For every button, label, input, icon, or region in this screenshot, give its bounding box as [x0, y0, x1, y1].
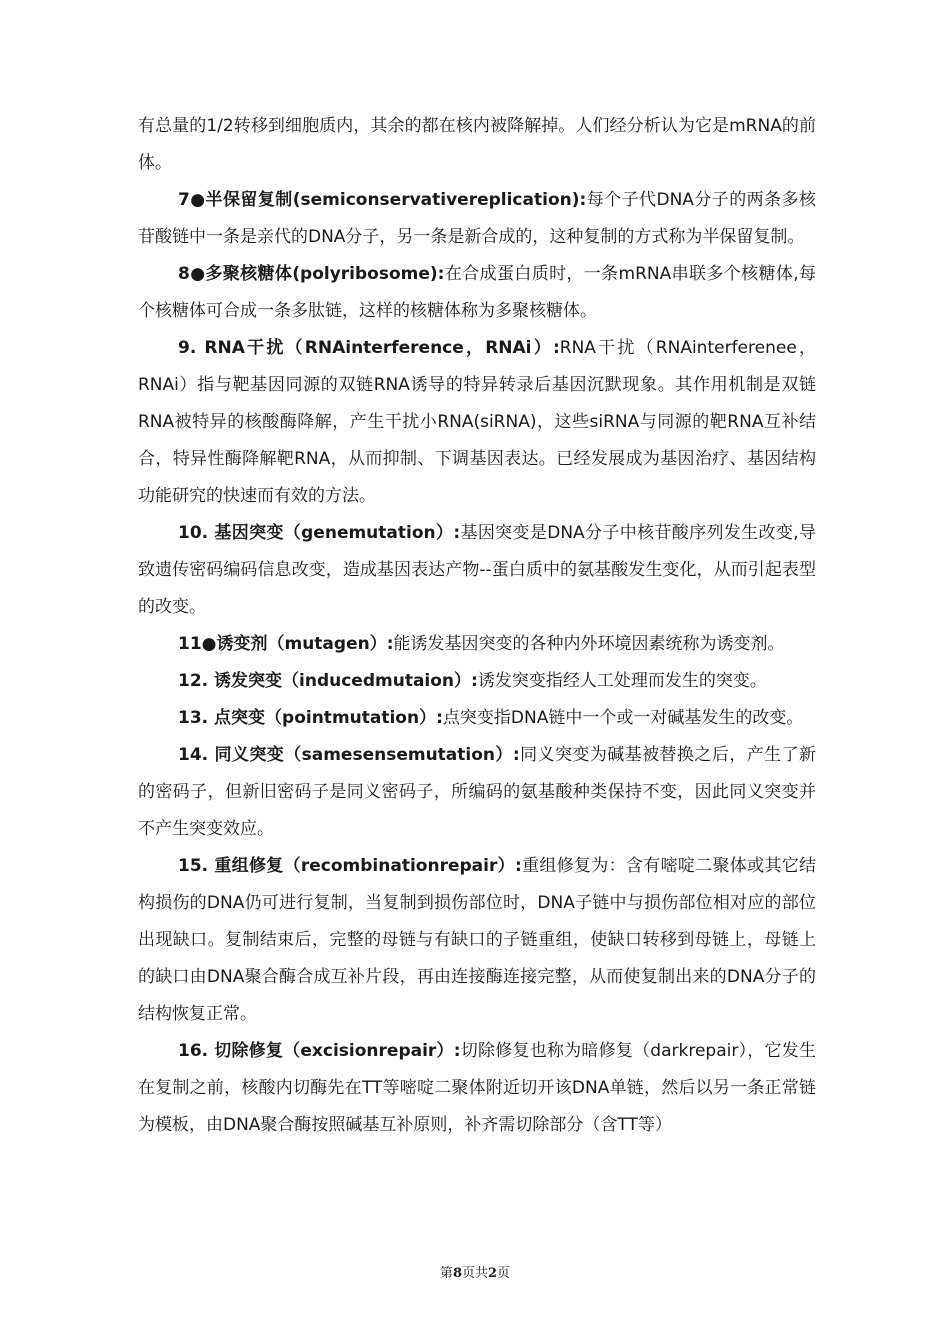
term: 10. 基因突变（genemutation）:: [178, 523, 461, 543]
paragraph-12: [138, 663, 816, 700]
term: 15. 重组修复（recombinationrepair）:: [178, 856, 522, 876]
definition: 基因突变是DNA分子中核苷酸序列发生改变,导致遗传密码编码信息改变，造成基因表达产物--蛋白质中的氨基酸发生变化，从而引起表型的改变。: [138, 523, 816, 617]
footer-suffix: 页: [497, 1266, 511, 1281]
term: 13. 点突变（pointmutation）:: [178, 708, 443, 728]
definition: RNA干扰（RNAinterferenee，RNAi）指与靶基因同源的双链RNA诱导的特异转录后基因沉默现象。其作用机制是双链RNA被特异的核酸酶降解，产生干扰小RNA(siRNA)，这些siRNA与同源的靶RNA互补结合，特异性酶降解靶RNA，从而抑制、下调基因表达。已经发展成为基因治疗、基因结构功能研究的快速而有效的方法。: [138, 338, 817, 506]
definition: 能诱发基因突变的各种内外环境因素统称为诱变剂。: [393, 634, 785, 654]
term: 12. 诱发突变（inducedmutaion）:: [178, 671, 478, 691]
definition: 切除修复也称为暗修复（darkrepair），它发生在复制之前，核酸内切酶先在TT等嘧啶二聚体附近切开该DNA单链，然后以另一条正常链为模板，由DNA聚合酶按照碱基互补原则，补齐需切除部分（含TT等）: [138, 1041, 816, 1135]
footer-prefix: 第: [439, 1266, 453, 1281]
definition: 同义突变为碱基被替换之后，产生了新的密码子，但新旧密码子是同义密码子，所编码的氨基酸种类保持不变，因此同义突变并不产生突变效应。: [138, 745, 817, 839]
paragraph-15: [138, 848, 816, 1033]
page-number: 8: [452, 1266, 462, 1281]
term: 11●诱变剂（mutagen）:: [178, 634, 394, 654]
document-body: [138, 108, 816, 1144]
paragraph-0: [138, 108, 816, 182]
paragraph-10: [138, 515, 816, 626]
definition: 诱发突变指经人工处理而发生的突变。: [477, 671, 767, 691]
term: 9. RNA干扰（RNAinterference，RNAi）:: [178, 338, 560, 358]
term: 16. 切除修复（excisionrepair）:: [178, 1041, 461, 1061]
paragraph-16: [138, 1033, 816, 1144]
definition: 重组修复为：含有嘧啶二聚体或其它结构损伤的DNA仍可进行复制，当复制到损伤部位时，DNA子链中与损伤部位相对应的部位出现缺口。复制结束后，完整的母链与有缺口的子链重组，使缺口转移到母链上，母链上的缺口由DNA聚合酶合成互补片段，再由连接酶连接完整，从而使复制出来的DNA分子的结构恢复正常。: [138, 856, 817, 1024]
term: 8●多聚核糖体(polyribosome):: [178, 264, 445, 284]
page-footer: [0, 1262, 950, 1281]
footer-mid: 页共: [461, 1266, 488, 1281]
definition: 每个子代DNA分子的两条多核苷酸链中一条是亲代的DNA分子，另一条是新合成的，这种复制的方式称为半保留复制。: [138, 190, 816, 247]
paragraph-11: [138, 626, 816, 663]
definition: 点突变指DNA链中一个或一对碱基发生的改变。: [442, 708, 804, 728]
paragraph-14: [138, 737, 816, 848]
paragraph-7: [138, 182, 816, 256]
definition: 有总量的1/2转移到细胞质内，其余的都在核内被降解掉。人们经分析认为它是mRNA的前体。: [138, 116, 816, 173]
paragraph-13: [138, 700, 816, 737]
definition: 在合成蛋白质时，一条mRNA串联多个核糖体,每个核糖体可合成一条多肽链，这样的核糖体称为多聚核糖体。: [138, 264, 817, 321]
total-pages: 2: [488, 1266, 498, 1281]
paragraph-8: [138, 256, 816, 330]
term: 14. 同义突变（samesensemutation）:: [178, 745, 520, 765]
paragraph-9: [138, 330, 816, 515]
term: 7●半保留复制(semiconservativereplication):: [178, 190, 587, 210]
